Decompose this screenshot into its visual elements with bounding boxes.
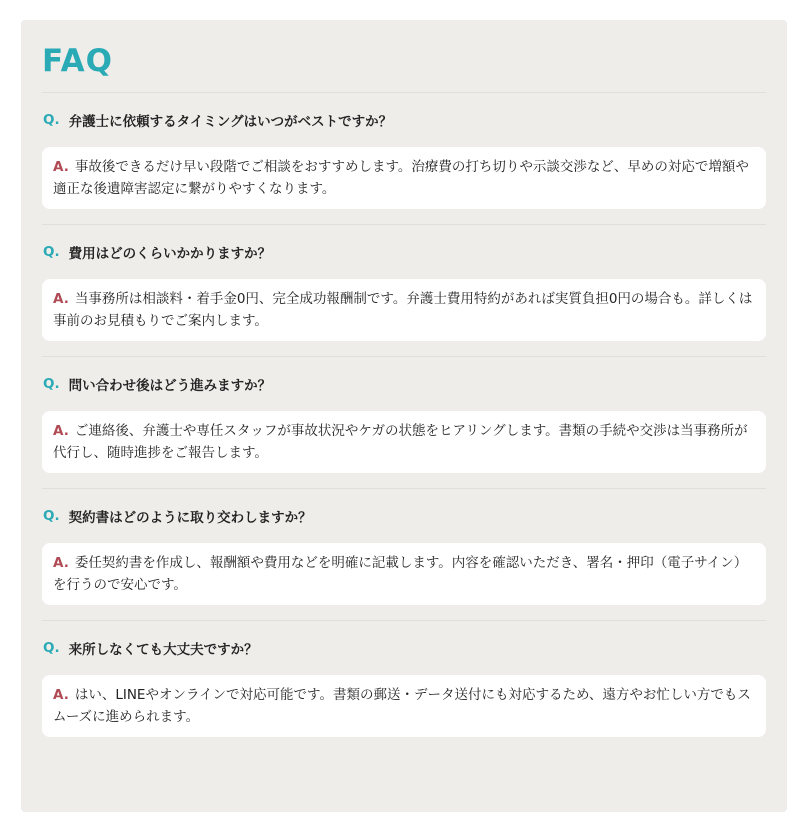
faq-item-3	[42, 357, 766, 489]
answer-marker: A.	[53, 159, 69, 175]
faq-question[interactable]	[42, 106, 766, 134]
answer-text: 当事務所は相談料・着手金0円、完全成功報酬制です。弁護士費用特約があれば実質負担0円の場合も。詳しくは事前のお見積もりでご案内します。	[53, 291, 753, 329]
question-marker: Q.	[43, 244, 60, 260]
answer-marker: A.	[53, 291, 69, 307]
faq-answer	[42, 543, 766, 605]
faq-question[interactable]	[42, 238, 766, 266]
answer-text: はい、LINEやオンラインで対応可能です。書類の郵送・データ送付にも対応するため、遠方やお忙しい方でもスムーズに進められます。	[53, 687, 751, 725]
faq-question[interactable]	[42, 502, 766, 530]
faq-question[interactable]	[42, 634, 766, 662]
answer-text: 委任契約書を作成し、報酬額や費用などを明確に記載します。内容を確認いただき、署名・押印（電子サイン）を行うので安心です。	[53, 555, 748, 593]
faq-answer	[42, 147, 766, 209]
faq-answer	[42, 675, 766, 737]
faq-answer	[42, 279, 766, 341]
question-text: 問い合わせ後はどう進みますか？	[68, 378, 272, 394]
faq-title: FAQ	[42, 43, 113, 79]
question-text: 来所しなくても大丈夫ですか？	[68, 642, 258, 658]
question-marker: Q.	[43, 112, 60, 128]
question-text: 弁護士に依頼するタイミングはいつがベストですか？	[68, 114, 393, 130]
faq-panel	[21, 20, 787, 812]
faq-item-5	[42, 621, 766, 752]
faq-question[interactable]	[42, 370, 766, 398]
answer-marker: A.	[53, 555, 69, 571]
faq-answer	[42, 411, 766, 473]
faq-item-1	[42, 93, 766, 225]
question-marker: Q.	[43, 376, 60, 392]
question-text: 契約書はどのように取り交わしますか？	[68, 510, 312, 526]
answer-text: 事故後できるだけ早い段階でご相談をおすすめします。治療費の打ち切りや示談交渉など、早めの対応で増額や適正な後遺障害認定に繋がりやすくなります。	[53, 159, 749, 197]
answer-text: ご連絡後、弁護士や専任スタッフが事故状況やケガの状態をヒアリングします。書類の手続や交渉は当事務所が代行し、随時進捗をご報告します。	[53, 423, 748, 461]
faq-item-2	[42, 225, 766, 357]
answer-marker: A.	[53, 423, 69, 439]
question-marker: Q.	[43, 640, 60, 656]
faq-item-4	[42, 489, 766, 621]
answer-marker: A.	[53, 687, 69, 703]
question-marker: Q.	[43, 508, 60, 524]
question-text: 費用はどのくらいかかりますか？	[68, 246, 272, 262]
